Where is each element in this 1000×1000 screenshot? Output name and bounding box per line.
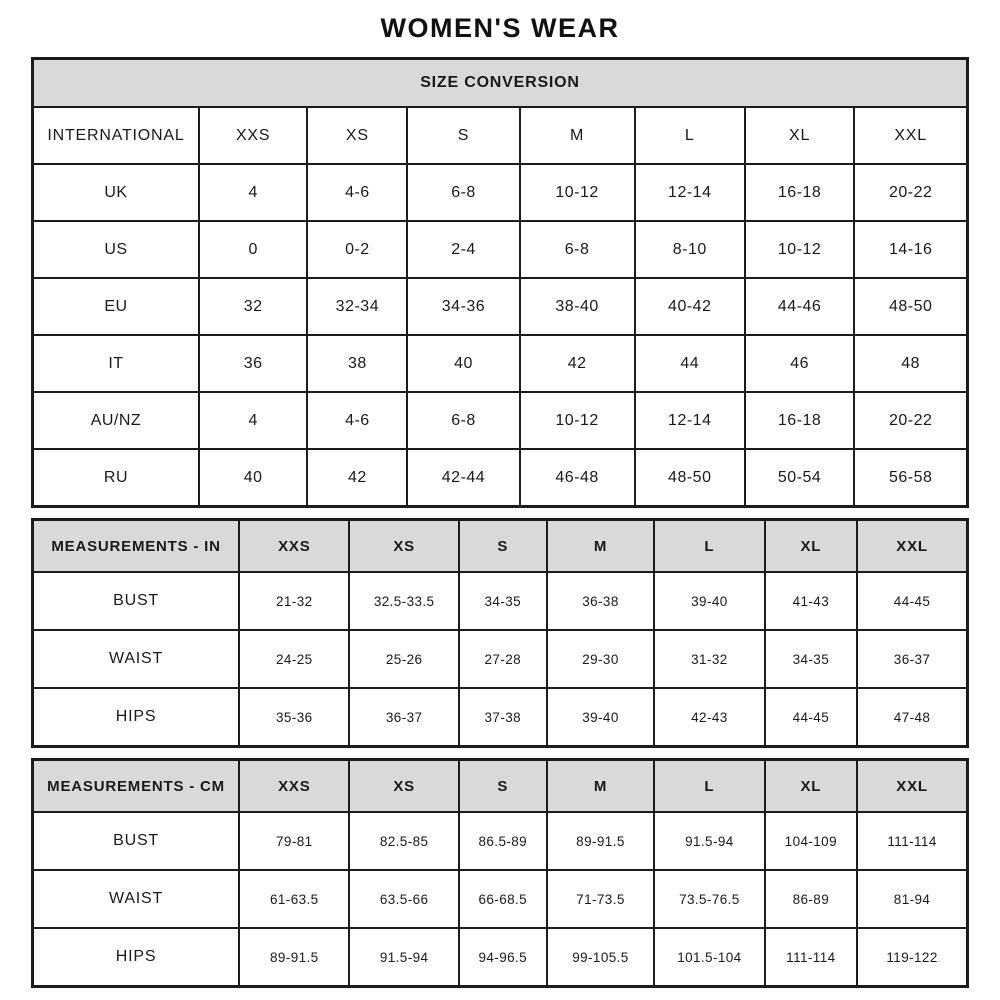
value-cell: 40 xyxy=(199,449,307,507)
column-header: M xyxy=(520,107,635,164)
value-cell: 4-6 xyxy=(307,164,407,221)
table-row xyxy=(33,335,968,392)
value-cell: 47-48 xyxy=(857,688,967,747)
value-cell: 36 xyxy=(199,335,307,392)
value-cell: 94-96.5 xyxy=(459,928,547,987)
value-cell: 36-38 xyxy=(547,572,655,630)
page-title: WOMEN'S WEAR xyxy=(380,13,620,43)
column-header: L xyxy=(654,760,764,813)
column-header: S xyxy=(459,520,547,573)
value-cell: 104-109 xyxy=(765,812,858,870)
value-cell: 38-40 xyxy=(520,278,635,335)
value-cell: 29-30 xyxy=(547,630,655,688)
row-label: BUST xyxy=(33,812,240,870)
value-cell: 32.5-33.5 xyxy=(349,572,458,630)
value-cell: 89-91.5 xyxy=(239,928,349,987)
value-cell: 6-8 xyxy=(407,164,519,221)
value-cell: 111-114 xyxy=(857,812,967,870)
table-row xyxy=(33,870,968,928)
value-cell: 101.5-104 xyxy=(654,928,764,987)
value-cell: 46-48 xyxy=(520,449,635,507)
table-row xyxy=(33,278,968,335)
value-cell: 111-114 xyxy=(765,928,858,987)
row-label: IT xyxy=(33,335,199,392)
value-cell: 4 xyxy=(199,164,307,221)
value-cell: 71-73.5 xyxy=(547,870,655,928)
value-cell: 79-81 xyxy=(239,812,349,870)
table-row xyxy=(33,572,968,630)
table-row xyxy=(33,928,968,987)
section-header-row xyxy=(33,59,968,108)
value-cell: 6-8 xyxy=(520,221,635,278)
column-header: XL xyxy=(765,520,858,573)
value-cell: 44-45 xyxy=(765,688,858,747)
value-cell: 81-94 xyxy=(857,870,967,928)
value-cell: 44-45 xyxy=(857,572,967,630)
value-cell: 82.5-85 xyxy=(349,812,458,870)
value-cell: 39-40 xyxy=(547,688,655,747)
value-cell: 37-38 xyxy=(459,688,547,747)
section-title: SIZE CONVERSION xyxy=(33,59,968,108)
measurements-cm-table xyxy=(31,758,969,988)
value-cell: 16-18 xyxy=(745,164,854,221)
value-cell: 56-58 xyxy=(854,449,967,507)
column-header: INTERNATIONAL xyxy=(33,107,199,164)
column-header-row xyxy=(33,107,968,164)
value-cell: 73.5-76.5 xyxy=(654,870,764,928)
column-header: L xyxy=(654,520,764,573)
column-header: XS xyxy=(307,107,407,164)
value-cell: 48 xyxy=(854,335,967,392)
value-cell: 48-50 xyxy=(635,449,745,507)
column-header: XXS xyxy=(239,520,349,573)
measurements-in-table xyxy=(31,518,969,748)
value-cell: 36-37 xyxy=(349,688,458,747)
value-cell: 34-35 xyxy=(765,630,858,688)
row-label: AU/NZ xyxy=(33,392,199,449)
column-header: XS xyxy=(349,520,458,573)
value-cell: 40 xyxy=(407,335,519,392)
value-cell: 20-22 xyxy=(854,392,967,449)
value-cell: 20-22 xyxy=(854,164,967,221)
value-cell: 4-6 xyxy=(307,392,407,449)
value-cell: 10-12 xyxy=(745,221,854,278)
value-cell: 91.5-94 xyxy=(654,812,764,870)
value-cell: 34-35 xyxy=(459,572,547,630)
column-header: XL xyxy=(745,107,854,164)
column-header: S xyxy=(459,760,547,813)
column-header: L xyxy=(635,107,745,164)
column-header: XS xyxy=(349,760,458,813)
value-cell: 63.5-66 xyxy=(349,870,458,928)
value-cell: 12-14 xyxy=(635,392,745,449)
column-header: S xyxy=(407,107,519,164)
value-cell: 25-26 xyxy=(349,630,458,688)
value-cell: 0-2 xyxy=(307,221,407,278)
column-header: XL xyxy=(765,760,858,813)
table-row xyxy=(33,688,968,747)
value-cell: 2-4 xyxy=(407,221,519,278)
row-label: RU xyxy=(33,449,199,507)
column-header: XXS xyxy=(199,107,307,164)
value-cell: 34-36 xyxy=(407,278,519,335)
value-cell: 42 xyxy=(307,449,407,507)
section-header-row xyxy=(33,520,968,573)
value-cell: 24-25 xyxy=(239,630,349,688)
value-cell: 42 xyxy=(520,335,635,392)
row-label: HIPS xyxy=(33,928,240,987)
row-label: WAIST xyxy=(33,630,240,688)
column-header: XXL xyxy=(857,520,967,573)
value-cell: 41-43 xyxy=(765,572,858,630)
value-cell: 61-63.5 xyxy=(239,870,349,928)
value-cell: 39-40 xyxy=(654,572,764,630)
table-row xyxy=(33,164,968,221)
value-cell: 12-14 xyxy=(635,164,745,221)
value-cell: 42-43 xyxy=(654,688,764,747)
row-label: BUST xyxy=(33,572,240,630)
column-header: M xyxy=(547,760,655,813)
value-cell: 86-89 xyxy=(765,870,858,928)
value-cell: 46 xyxy=(745,335,854,392)
value-cell: 48-50 xyxy=(854,278,967,335)
value-cell: 40-42 xyxy=(635,278,745,335)
value-cell: 32 xyxy=(199,278,307,335)
value-cell: 21-32 xyxy=(239,572,349,630)
section-header-row xyxy=(33,760,968,813)
table-row xyxy=(33,630,968,688)
value-cell: 91.5-94 xyxy=(349,928,458,987)
value-cell: 99-105.5 xyxy=(547,928,655,987)
value-cell: 119-122 xyxy=(857,928,967,987)
value-cell: 6-8 xyxy=(407,392,519,449)
value-cell: 66-68.5 xyxy=(459,870,547,928)
value-cell: 50-54 xyxy=(745,449,854,507)
value-cell: 10-12 xyxy=(520,392,635,449)
column-header: M xyxy=(547,520,655,573)
value-cell: 32-34 xyxy=(307,278,407,335)
column-header: XXL xyxy=(854,107,967,164)
value-cell: 31-32 xyxy=(654,630,764,688)
value-cell: 0 xyxy=(199,221,307,278)
table-row xyxy=(33,221,968,278)
value-cell: 44-46 xyxy=(745,278,854,335)
value-cell: 10-12 xyxy=(520,164,635,221)
section-title: MEASUREMENTS - IN xyxy=(33,520,240,573)
value-cell: 44 xyxy=(635,335,745,392)
value-cell: 14-16 xyxy=(854,221,967,278)
value-cell: 35-36 xyxy=(239,688,349,747)
value-cell: 16-18 xyxy=(745,392,854,449)
column-header: XXL xyxy=(857,760,967,813)
row-label: US xyxy=(33,221,199,278)
value-cell: 86.5-89 xyxy=(459,812,547,870)
row-label: EU xyxy=(33,278,199,335)
value-cell: 27-28 xyxy=(459,630,547,688)
table-row xyxy=(33,449,968,507)
section-title: MEASUREMENTS - CM xyxy=(33,760,240,813)
value-cell: 42-44 xyxy=(407,449,519,507)
size-conversion-table xyxy=(31,57,969,508)
value-cell: 8-10 xyxy=(635,221,745,278)
row-label: WAIST xyxy=(33,870,240,928)
value-cell: 36-37 xyxy=(857,630,967,688)
table-row xyxy=(33,812,968,870)
value-cell: 89-91.5 xyxy=(547,812,655,870)
row-label: HIPS xyxy=(33,688,240,747)
value-cell: 38 xyxy=(307,335,407,392)
row-label: UK xyxy=(33,164,199,221)
column-header: XXS xyxy=(239,760,349,813)
table-row xyxy=(33,392,968,449)
value-cell: 4 xyxy=(199,392,307,449)
